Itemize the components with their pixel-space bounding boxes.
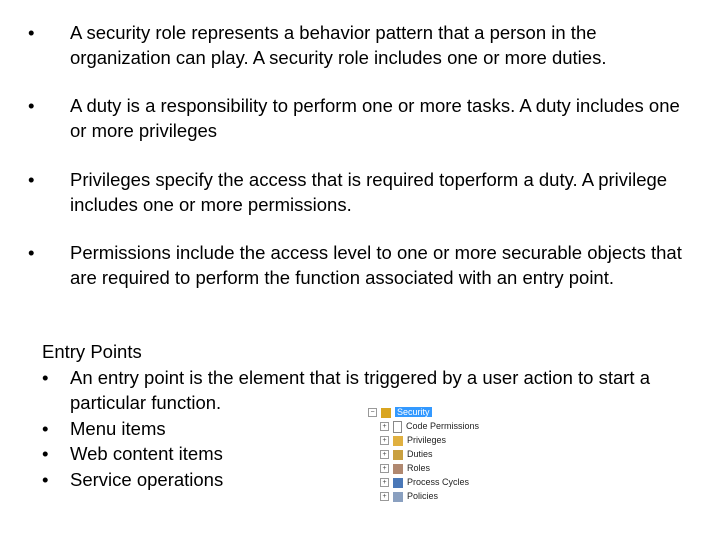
bullet-duty: • A duty is a responsibility to perform one or more tasks. A duty includes one or more privileges	[28, 95, 680, 141]
tree-node[interactable]: + Roles	[368, 461, 493, 475]
process-cycles-icon	[393, 478, 403, 488]
tree-node[interactable]: + Privileges	[368, 433, 493, 447]
collapse-icon[interactable]: −	[368, 408, 377, 417]
entry-point-item: • Web content items	[42, 443, 223, 464]
bullet-privileges: • Privileges specify the access that is required toperform a duty. A privilege includes one or more permissions.	[28, 169, 668, 215]
entry-point-item: • Menu items	[42, 417, 166, 439]
code-permissions-icon	[393, 421, 402, 433]
security-tree-screenshot	[368, 405, 493, 503]
entry-point-item: • An entry point is the element that is triggered by a user action to start a particular function.	[42, 366, 650, 413]
tree-node[interactable]: + Code Permissions	[368, 419, 493, 433]
expand-icon[interactable]: +	[380, 422, 389, 431]
tree-node[interactable]: + Process Cycles	[368, 475, 493, 489]
tree-node[interactable]: + Duties	[368, 447, 493, 461]
entry-points-heading: Entry Points	[42, 341, 142, 362]
expand-icon[interactable]: +	[380, 492, 389, 501]
duties-icon	[393, 450, 403, 460]
tree-node-security[interactable]: − Security	[368, 405, 493, 419]
policies-icon	[393, 492, 403, 502]
privileges-icon	[393, 436, 403, 446]
expand-icon[interactable]: +	[380, 450, 389, 459]
tree-node[interactable]: + Policies	[368, 489, 493, 503]
security-folder-icon	[381, 408, 391, 418]
expand-icon[interactable]: +	[380, 464, 389, 473]
expand-icon[interactable]: +	[380, 478, 389, 487]
bullet-security-role: • A security role represents a behavior pattern that a person in the organization can play. A security role includes one or more duties.	[28, 22, 607, 68]
roles-icon	[393, 464, 403, 474]
entry-point-item: • Service operations	[42, 468, 224, 490]
expand-icon[interactable]: +	[380, 436, 389, 445]
bullet-permissions: • Permissions include the access level to one or more securable objects that are required to perform the function associated with an entry point.	[28, 242, 682, 288]
